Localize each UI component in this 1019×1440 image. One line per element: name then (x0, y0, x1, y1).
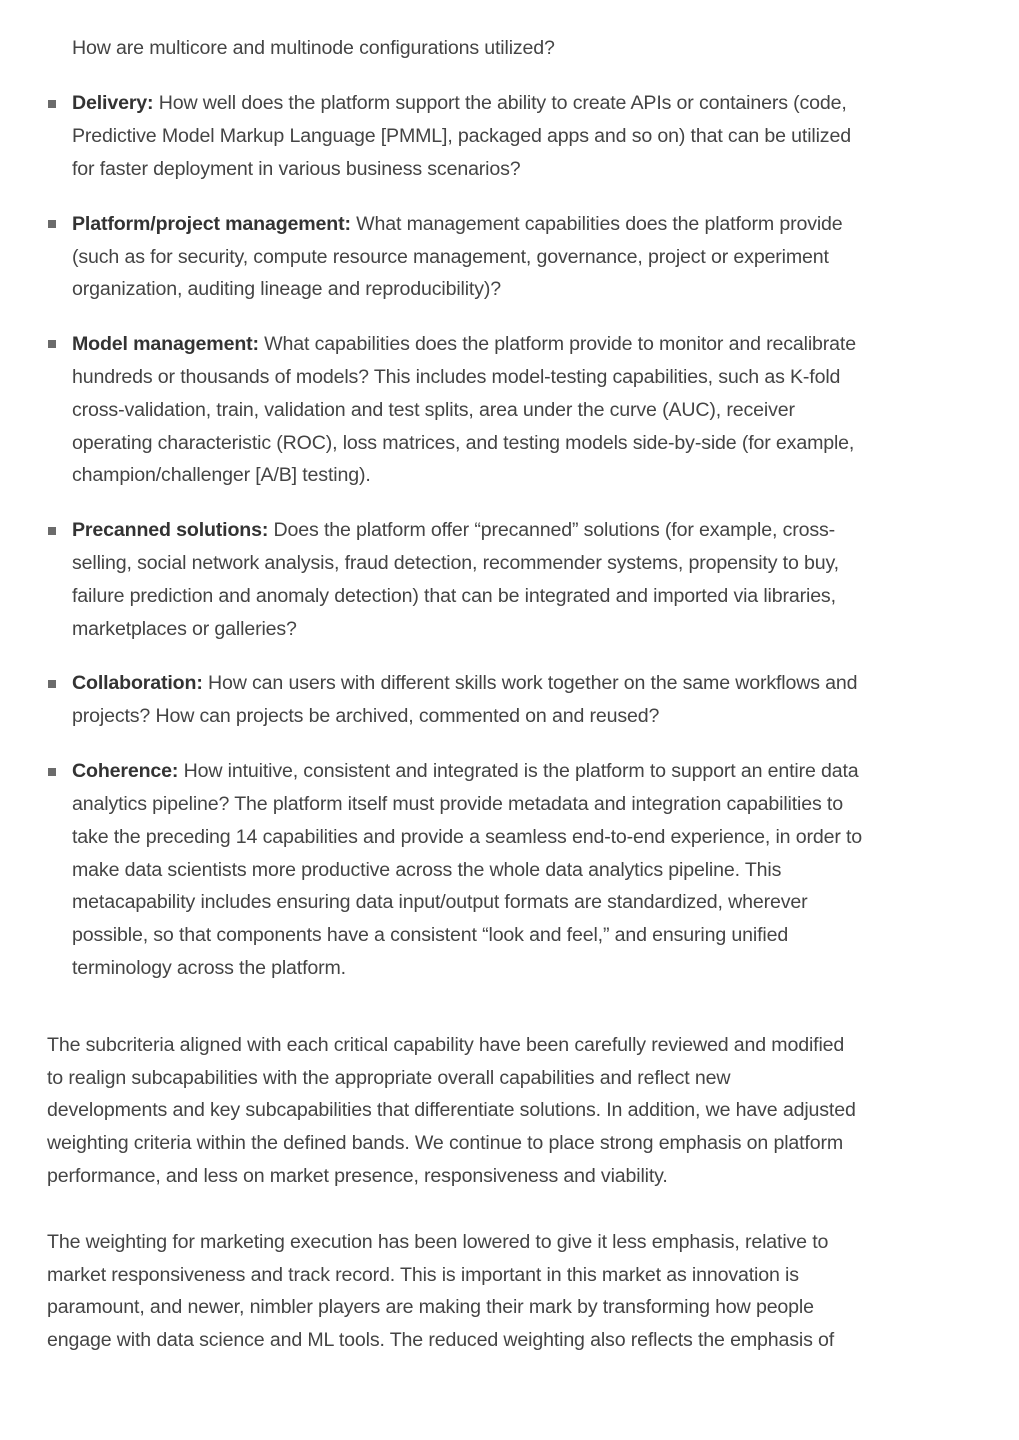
bullet-text: cross-validation, train, validation and test splits, area under the curve (AUC), receiver (72, 399, 795, 421)
bullet-term: Collaboration: (72, 672, 203, 694)
square-bullet-icon (48, 340, 56, 348)
square-bullet-icon (48, 768, 56, 776)
bullet-first-line (72, 671, 857, 695)
bullet-term: Precanned solutions: (72, 519, 269, 541)
bullet-text: What capabilities does the platform provide to monitor and recalibrate (258, 333, 856, 355)
paragraph-line: developments and key subcapabilities that differentiate solutions. In addition, we have adjusted (47, 1099, 856, 1121)
bullet-text: Predictive Model Markup Language [PMML], packaged apps and so on) that can be utilized (72, 125, 851, 147)
bullet-text: failure prediction and anomaly detection) that can be integrated and imported via libraries, (72, 585, 836, 607)
bullet-first-line (72, 759, 859, 783)
bullet-text: take the preceding 14 capabilities and provide a seamless end-to-end experience, in order to (72, 826, 863, 848)
bullet-first-line (72, 518, 835, 542)
bullet-text: possible, so that components have a consistent “look and feel,” and ensuring unified (72, 924, 789, 946)
paragraph-line: paramount, and newer, nimbler players are making their mark by transforming how people (47, 1296, 814, 1318)
paragraph-line: engage with data science and ML tools. The reduced weighting also reflects the emphasis of (47, 1329, 835, 1351)
paragraph-line: weighting criteria within the defined bands. We continue to place strong emphasis on platform (47, 1132, 844, 1154)
bullet-term: Delivery: (72, 92, 154, 114)
bullet-text: operating characteristic (ROC), loss matrices, and testing models side-by-side (for example, (72, 432, 855, 454)
bullet-term: Platform/project management: (72, 213, 351, 235)
bullet-text: make data scientists more productive across the whole data analytics pipeline. This (72, 859, 782, 881)
bullet-text: (such as for security, compute resource management, governance, project or experiment (72, 246, 829, 268)
bullet-text: How can users with different skills work together on the same workflows and (202, 672, 858, 694)
square-bullet-icon (48, 527, 56, 535)
paragraph-line: to realign subcapabilities with the appropriate overall capabilities and reflect new (47, 1067, 731, 1089)
paragraph-line: The subcriteria aligned with each critical capability have been carefully reviewed and modified (47, 1034, 845, 1056)
bullet-text: hundreds or thousands of models? This includes model-testing capabilities, such as K-fold (72, 366, 841, 388)
bullet-text: organization, auditing lineage and reproducibility)? (72, 278, 501, 300)
bullet-text: marketplaces or galleries? (72, 618, 297, 640)
bullet-text: How well does the platform support the ability to create APIs or containers (code, (153, 92, 847, 114)
paragraph-line: market responsiveness and track record. This is important in this market as innovation is (47, 1264, 799, 1286)
bullet-text: for faster deployment in various business scenarios? (72, 158, 521, 180)
bullet-text: selling, social network analysis, fraud detection, recommender systems, propensity to buy, (72, 552, 839, 574)
bullet-text: terminology across the platform. (72, 957, 346, 979)
bullet-first-line (72, 332, 856, 356)
square-bullet-icon (48, 680, 56, 688)
bullet-text: projects? How can projects be archived, commented on and reused? (72, 705, 660, 727)
bullet-text: What management capabilities does the platform provide (350, 213, 843, 235)
bullet-text: analytics pipeline? The platform itself must provide metadata and integration capabilities to (72, 793, 843, 815)
bullet-term: Model management: (72, 333, 259, 355)
bullet-text: Does the platform offer “precanned” solutions (for example, cross- (268, 519, 836, 541)
continuation-text: How are multicore and multinode configurations utilized? (72, 37, 555, 59)
bullet-text: metacapability includes ensuring data input/output formats are standardized, wherever (72, 891, 808, 913)
paragraph-line: The weighting for marketing execution has been lowered to give it less emphasis, relative to (47, 1231, 829, 1253)
paragraph-line: performance, and less on market presence, responsiveness and viability. (47, 1165, 668, 1187)
bullet-first-line (72, 91, 847, 115)
bullet-text: champion/challenger [A/B] testing). (72, 464, 371, 486)
bullet-term: Coherence: (72, 760, 179, 782)
square-bullet-icon (48, 220, 56, 228)
bullet-text: How intuitive, consistent and integrated is the platform to support an entire data (178, 760, 859, 782)
square-bullet-icon (48, 100, 56, 108)
bullet-first-line (72, 212, 843, 236)
